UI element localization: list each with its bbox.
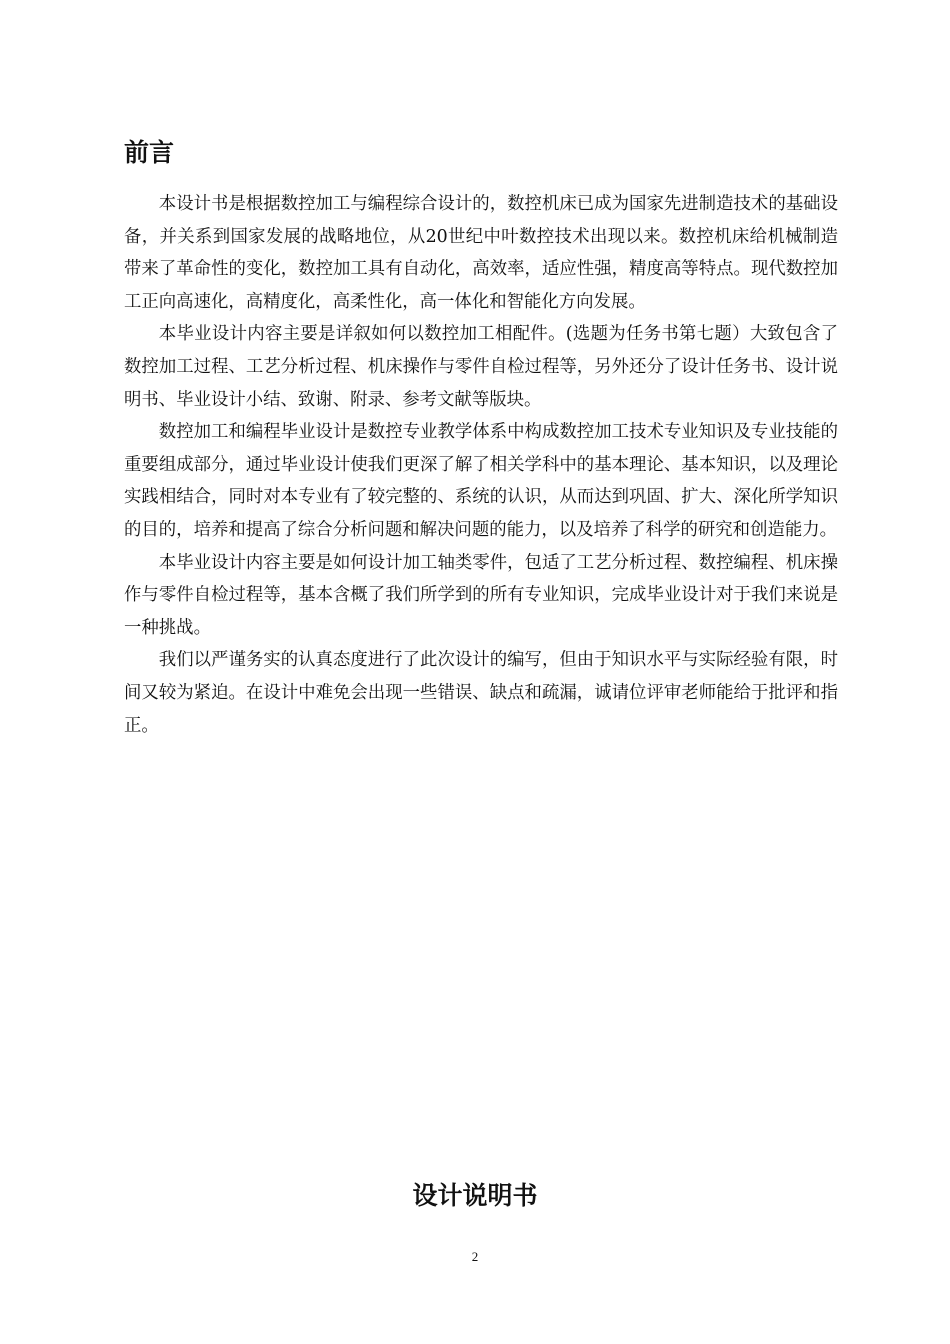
paragraph-1: 本设计书是根据数控加工与编程综合设计的，数控机床已成为国家先进制造技术的基础设备，并关系到国家发展的战略地位，从20世纪中叶数控技术出现以来。数控机床给机械制造带来了革命性的变化，数控加工具有自动化，高效率，适应性强，精度高等特点。现代数控加工正向高速化，高精度化，高柔性化，高一体化和智能化方向发展。 bbox=[124, 194, 838, 312]
paragraph-5: 我们以严谨务实的认真态度进行了此次设计的编写，但由于知识水平与实际经验有限，时间又较为紧迫。在设计中难免会出现一些错误、缺点和疏漏，诚请位评审老师能给于批评和指正。 bbox=[124, 650, 838, 736]
section-title: 设计说明书 bbox=[412, 1181, 538, 1210]
paragraph-2: 本毕业设计内容主要是详叙如何以数控加工相配件。(选题为任务书第七题）大致包含了数控加工过程、工艺分析过程、机床操作与零件自检过程等，另外还分了设计任务书、设计说明书、毕业设计小结、致谢、附录、参考文献等版块。 bbox=[124, 324, 838, 410]
paragraph-3: 数控加工和编程毕业设计是数控专业教学体系中构成数控加工技术专业知识及专业技能的重要组成部分，通过毕业设计使我们更深了解了相关学科中的基本理论、基本知识，以及理论实践相结合，同时对本专业有了较完整的、系统的认识，从而达到巩固、扩大、深化所学知识的目的，培养和提高了综合分析问题和解决问题的能力，以及培养了科学的研究和创造能力。 bbox=[124, 422, 838, 540]
preface-heading: 前言 bbox=[124, 138, 175, 167]
preface-body bbox=[124, 188, 838, 742]
page-number: 2 bbox=[471, 1249, 479, 1264]
paragraph-4: 本毕业设计内容主要是如何设计加工轴类零件，包适了工艺分析过程、数控编程、机床操作与零件自检过程等，基本含概了我们所学到的所有专业知识，完成毕业设计对于我们来说是一种挑战。 bbox=[124, 552, 838, 638]
